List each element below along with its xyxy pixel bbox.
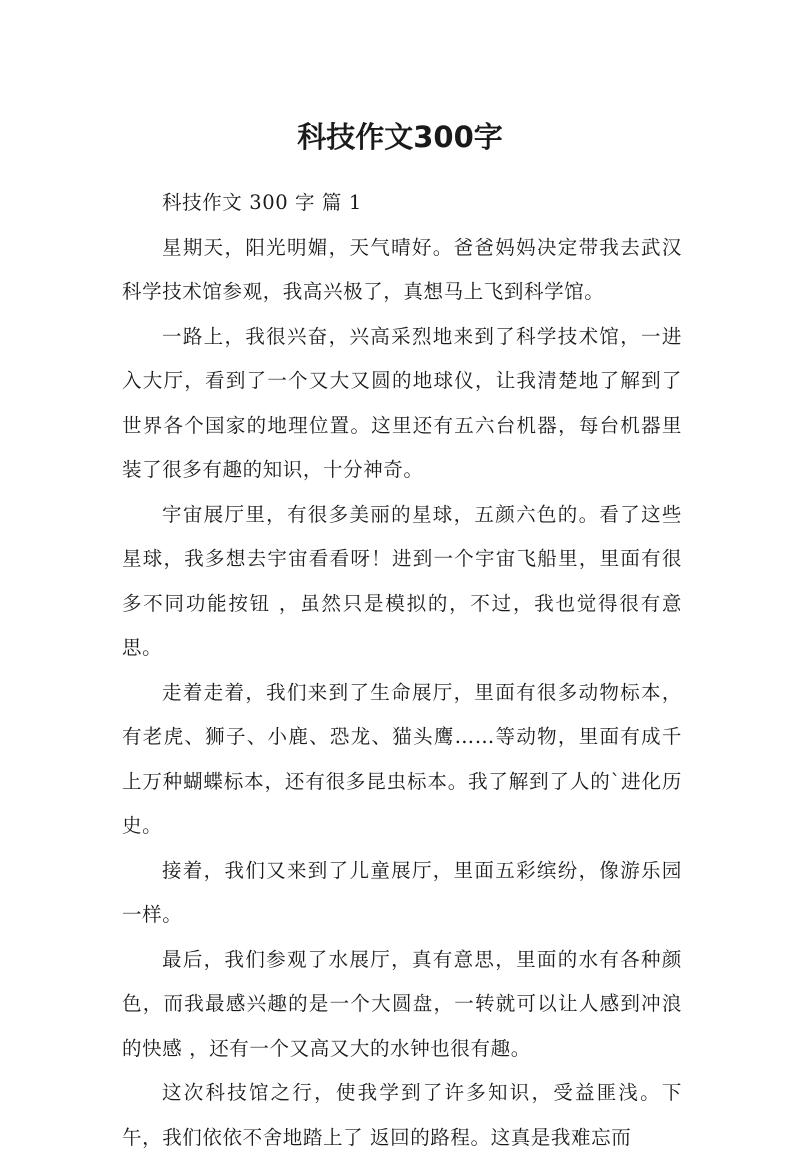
paragraph-7: 这次科技馆之行，使我学到了许多知识，受益匪浅。下午，我们依依不舍地踏上了 返回的路程。这真是我难忘而 bbox=[122, 1081, 682, 1149]
document-title: 科技作文300字 bbox=[297, 120, 503, 155]
paragraph-6: 最后，我们参观了水展厅，真有意思，里面的水有各种颜色，而我最感兴趣的是一个大圆盘，一转就可以让人感到冲浪的快感 ，还有一个又高又大的水钟也很有趣。 bbox=[122, 947, 682, 1060]
paragraph-3: 宇宙展厅里，有很多美丽的星球，五颜六色的。看了这些星球，我多想去宇宙看看呀！进到一个宇宙飞船里，里面有很多不同功能按钮 ，虽然只是模拟的，不过，我也觉得很有意思。 bbox=[122, 502, 682, 659]
paragraph-5: 接着，我们又来到了儿童展厅，里面五彩缤纷，像游乐园一样。 bbox=[122, 858, 682, 926]
paragraph-1: 星期天，阳光明媚，天气晴好。爸爸妈妈决定带我去武汉科学技术馆参观，我高兴极了，真想马上飞到科学馆。 bbox=[122, 235, 682, 303]
paragraph-2: 一路上，我很兴奋，兴高采烈地来到了科学技术馆，一进入大厅，看到了一个又大又圆的地球仪，让我清楚地了解到了世界各个国家的地理位置。这里还有五六台机器，每台机器里装了很多有趣的知识，十分神奇。 bbox=[122, 324, 682, 481]
document-body bbox=[122, 181, 682, 1160]
section-heading: 科技作文 300 字 篇 1 bbox=[162, 191, 362, 214]
paragraph-4: 走着走着，我们来到了生命展厅，里面有很多动物标本，有老虎、狮子、小鹿、恐龙、猫头鹰……等动物，里面有成千上万种蝴蝶标本，还有很多昆虫标本。我了解到了人的`进化历史。 bbox=[122, 680, 682, 837]
